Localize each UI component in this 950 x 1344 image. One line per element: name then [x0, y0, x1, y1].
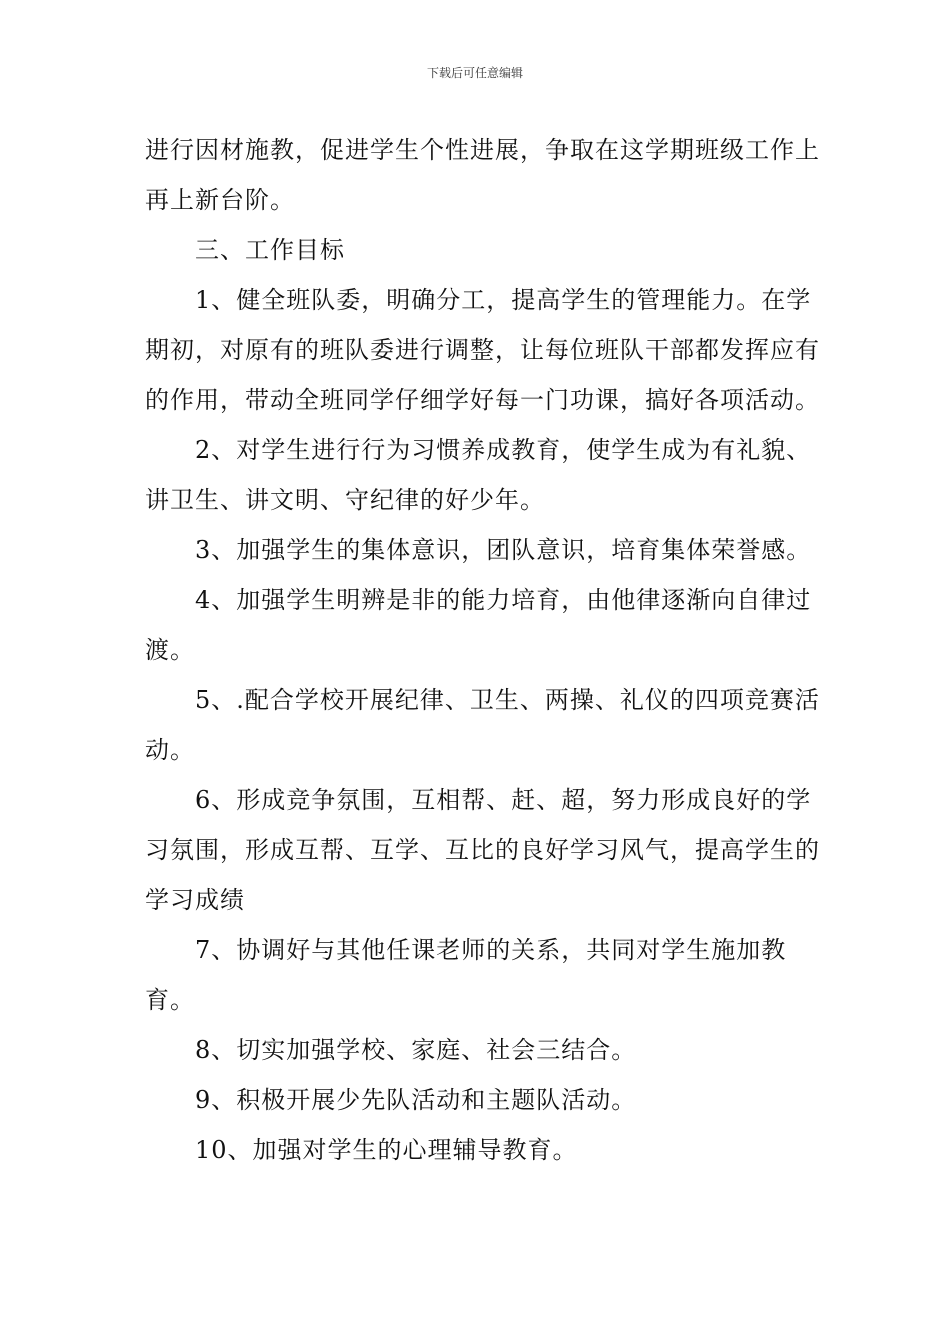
- goal-item-2: 2、对学生进行行为习惯养成教育，使学生成为有礼貌、讲卫生、讲文明、守纪律的好少年。: [145, 436, 812, 514]
- goal-item-10: 10、加强对学生的心理辅导教育。: [195, 1136, 578, 1164]
- goal-item-1: 1、健全班队委，明确分工，提高学生的管理能力。在学期初，对原有的班队委进行调整，让每位班队干部都发挥应有的作用，带动全班同学仔细学好每一门功课，搞好各项活动。: [145, 286, 820, 414]
- section-heading-goals: 三、工作目标: [195, 236, 345, 264]
- goal-item-3: 3、加强学生的集体意识，团队意识，培育集体荣誉感。: [195, 536, 812, 564]
- header-watermark: 下载后可任意编辑: [426, 66, 523, 80]
- document-body: [145, 125, 825, 1175]
- goal-item-9: 9、积极开展少先队活动和主题队活动。: [195, 1086, 637, 1114]
- goal-item-5: 5、.配合学校开展纪律、卫生、两操、礼仪的四项竞赛活动。: [145, 686, 820, 764]
- paragraph-intro-continuation: 进行因材施教，促进学生个性进展，争取在这学期班级工作上再上新台阶。: [145, 136, 820, 214]
- goal-item-4: 4、加强学生明辨是非的能力培育，由他律逐渐向自律过渡。: [145, 586, 812, 664]
- goal-item-7: 7、协调好与其他任课老师的关系，共同对学生施加教育。: [145, 936, 787, 1014]
- goal-item-6: 6、形成竞争氛围，互相帮、赶、超，努力形成良好的学习氛围，形成互帮、互学、互比的良好学习风气，提高学生的学习成绩: [145, 786, 820, 914]
- goal-item-8: 8、切实加强学校、家庭、社会三结合。: [195, 1036, 637, 1064]
